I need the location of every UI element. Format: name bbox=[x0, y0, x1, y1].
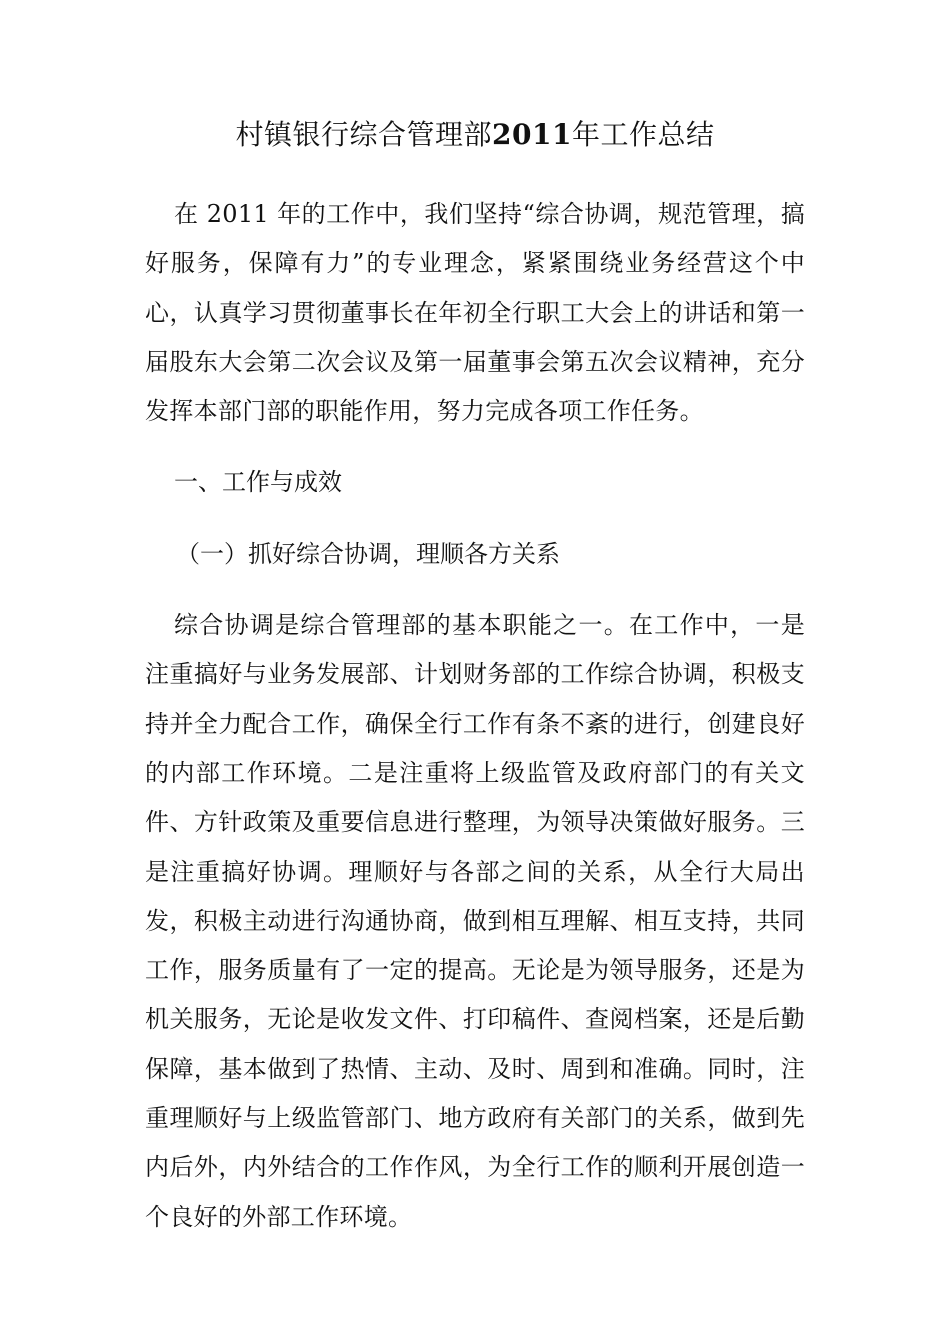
intro-paragraph: 在 2011 年的工作中，我们坚持“综合协调，规范管理，搞好服务，保障有力”的专业理念，紧紧围绕业务经营这个中心，认真学习贯彻董事长在年初全行职工大会上的讲话和第一届股东大会第二次会议及第一届董事会第五次会议精神，充分发挥本部门部的职能作用，努力完成各项工作任务。 bbox=[145, 200, 805, 426]
body-paragraph: 综合协调是综合管理部的基本职能之一。在工作中，一是注重搞好与业务发展部、计划财务部的工作综合协调，积极支持并全力配合工作，确保全行工作有条不紊的进行，创建良好的内部工作环境。二是注重将上级监管及政府部门的有关文件、方针政策及重要信息进行整理，为领导决策做好服务。三是注重搞好协调。理顺好与各部之间的关系，从全行大局出发，积极主动进行沟通协商，做到相互理解、相互支持，共同工作，服务质量有了一定的提高。无论是为领导服务，还是为机关服务，无论是收发文件、打印稿件、查阅档案，还是后勤保障，基本做到了热情、主动、及时、周到和准确。同时，注重理顺好与上级监管部门、地方政府有关部门的关系，做到先内后外，内外结合的工作作风，为全行工作的顺利开展创造一个良好的外部工作环境。 bbox=[145, 611, 805, 1231]
subsection-heading: （一）抓好综合协调，理顺各方关系 bbox=[176, 539, 560, 568]
spacer bbox=[145, 436, 805, 458]
spacer bbox=[145, 579, 805, 601]
document-title bbox=[0, 112, 950, 158]
title-prefix: 村镇银行综合管理部 bbox=[235, 118, 493, 151]
section-heading: 一、工作与成效 bbox=[174, 468, 342, 497]
title-suffix: 年工作总结 bbox=[571, 118, 715, 151]
document-body bbox=[145, 190, 805, 1242]
title-year: 2011 bbox=[492, 118, 572, 151]
spacer bbox=[145, 508, 805, 530]
